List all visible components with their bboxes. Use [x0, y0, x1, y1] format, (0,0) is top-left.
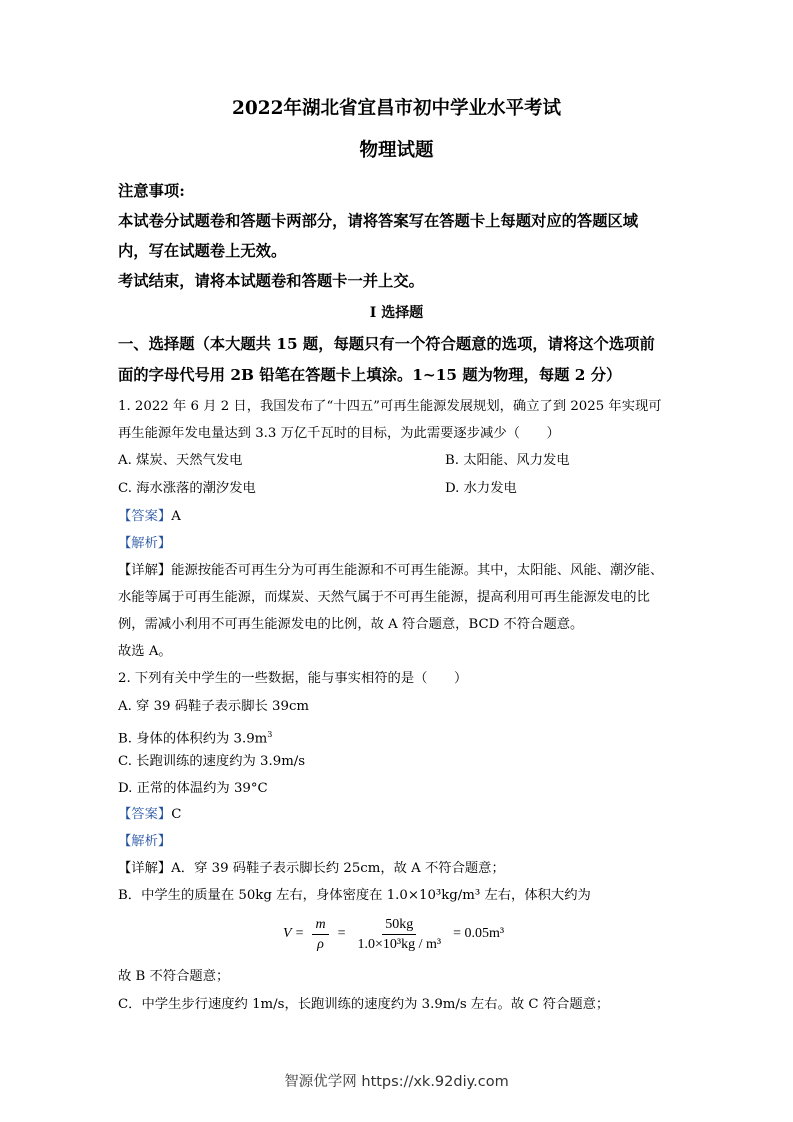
volume-formula: V = $\frac{m}{\rho}$ = $\frac{50kg}{\text{1.0×10³kg / m³}}$ = 0.05m³ [283, 916, 505, 952]
answer-value: A [171, 509, 181, 524]
q1-option-c: C. 海水涨落的潮汐发电 [118, 481, 256, 496]
q1-conclusion: 故选 A。 [118, 644, 172, 659]
formula-result: = 0.05m³ [453, 926, 505, 941]
notice-heading: 注意事项: [118, 182, 185, 200]
notice-line: 本试卷分试题卷和答题卡两部分，请将答案写在答题卡上每题对应的答题区域 [118, 212, 639, 230]
answer-tag: 【答案】 [118, 509, 172, 524]
notice-line: 考试结束，请将本试题卷和答题卡一并上交。 [118, 272, 424, 290]
q2-option-d: D. 正常的体温约为 39°C [118, 781, 268, 796]
q2-detail: 故 B 不符合题意； [118, 969, 230, 984]
formula-lhs: V [283, 926, 292, 941]
q2-stem: 2. 下列有关中学生的一些数据，能与事实相符的是（ ） [118, 671, 468, 686]
exam-subtitle: 物理试题 [359, 140, 434, 161]
q2-detail: B．中学生的质量在 50kg 左右，身体密度在 1.0×10³kg/m³ 左右，体积大约为 [118, 888, 591, 903]
formula-denominator: 1.0×10³kg / m³ [357, 936, 442, 952]
q1-stem: 1. 2022 年 6 月 2 日，我国发布了“十四五”可再生能源发展规划，确立了到 2025 年实现可 [118, 399, 662, 414]
analysis-tag: 【解析】 [118, 834, 172, 849]
q1-detail: 例，需减小利用不可再生能源发电的比例，故 A 符合题意，BCD 不符合题意。 [118, 617, 584, 632]
section-instruction: 面的字母代号用 2B 铅笔在答题卡上填涂。1~15 题为物理，每题 2 分） [118, 366, 622, 384]
q1-stem: 再生能源年发电量达到 3.3 万亿千瓦时的目标，为此需要逐步减少（ ） [118, 426, 560, 441]
footer-watermark: 智源优学网 https://xk.92diy.com [284, 1074, 509, 1090]
q1-option-a: A. 煤炭、天然气发电 [118, 453, 243, 468]
formula-fraction-numeric [355, 916, 445, 953]
q1-option-b: B. 太阳能、风力发电 [445, 453, 570, 468]
q2-option-b [118, 726, 272, 748]
q1-option-d: D. 水力发电 [445, 481, 517, 496]
answer-tag: 【答案】 [118, 807, 172, 822]
section-instruction: 一、选择题（本大题共 15 题，每题只有一个符合题意的选项，请将这个选项前 [118, 335, 655, 353]
section-title: I 选择题 [369, 305, 424, 321]
q1-detail: 水能等属于可再生能源，而煤炭、天然气属于不可再生能源，提高利用可再生能源发电的比 [118, 590, 650, 605]
answer-value: C [171, 807, 182, 822]
formula-fraction-symbolic [312, 916, 328, 953]
q2-option-a: A. 穿 39 码鞋子表示脚长 39cm [118, 699, 310, 714]
analysis-tag: 【解析】 [118, 536, 172, 551]
q1-detail: 【详解】能源按能否可再生分为可再生能源和不可再生能源。其中，太阳能、风能、潮汐能、 [118, 563, 664, 578]
exam-title: 2022年湖北省宜昌市初中学业水平考试 [232, 98, 561, 119]
formula-denominator-rho: ρ [317, 936, 324, 952]
q1-answer [118, 508, 181, 526]
formula-numerator-m: m [312, 916, 328, 935]
superscript: 3 [267, 730, 273, 739]
notice-line: 内，写在试题卷上无效。 [118, 242, 287, 260]
q2-option-b-text: B. 身体的体积约为 3.9m [118, 731, 268, 747]
q2-answer [118, 806, 181, 824]
q2-option-c: C. 长跑训练的速度约为 3.9m/s [118, 754, 306, 769]
q2-detail: 【详解】A．穿 39 码鞋子表示脚长约 25cm，故 A 不符合题意； [118, 861, 505, 876]
q2-detail: C．中学生步行速度约 1m/s，长跑训练的速度约为 3.9m/s 左右。故 C 符合题意； [118, 997, 610, 1012]
formula-numerator: 50kg [382, 916, 416, 935]
